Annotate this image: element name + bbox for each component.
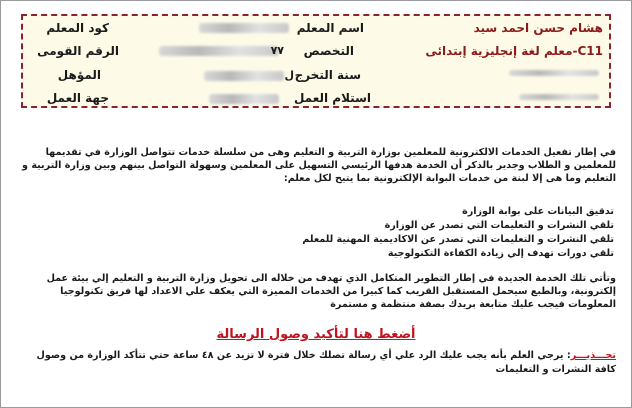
graduation-year-label: سنة التخرج <box>294 68 361 82</box>
national-id-partial: ٧٧ <box>270 44 284 57</box>
warning-label: تحـــذيـــر <box>570 350 616 361</box>
services-list <box>194 205 614 261</box>
national-id-label: الرقم القومى <box>37 44 119 58</box>
graduation-partial: ل <box>284 69 294 82</box>
teacher-code-label: كود المعلم <box>46 21 109 35</box>
qualification-label: المؤهل <box>57 68 101 82</box>
work-start-value-redacted <box>519 94 599 100</box>
teacher-name-redacted <box>199 23 289 33</box>
closing-paragraph: وتأتي تلك الخدمة الجديدة في إطار التطوير المتكامل الذي تهدف من خلاله الى تحويل وزارة التربية و التعليم إلي بيئة عمل إلكترونية، وبالطبع سيحمل المستقبل القريب كما كبيرا من الخدمات المميزة التي يعكف علي الاعداد لها فريق تكنولوجيا المعلومات فيجب عليك متابعة بريدك بصفة منتظمة و مستمرة <box>46 273 616 310</box>
workplace-redacted <box>209 94 279 104</box>
list-item: تدقيق البيانات على بوابة الوزارة <box>462 206 614 217</box>
graduation-year-value-redacted <box>509 70 599 76</box>
work-start-label: استلام العمل <box>293 91 371 105</box>
warning-text: : يرجي العلم بأنه يجب عليك الرد علي أي رسالة تصلك خلال فترة لا تزيد عن ٤٨ ساعة حتي تتأكد الوزارة من وصول كافة النشرات و التعليمات <box>36 350 616 375</box>
confirm-receipt-link[interactable]: أضغط هنا لتأكيد وصول الرسالة <box>216 327 416 342</box>
qualification-redacted <box>204 71 284 81</box>
list-item: تلقي النشرات و التعليمات التي تصدر عن الوزارة <box>384 220 614 231</box>
list-item: تلقي دورات تهدف إلي زيادة الكفاءة التكنولوجية <box>387 248 614 259</box>
teacher-info-card <box>21 14 611 108</box>
teacher-name-label: اسم المعلم <box>296 21 364 35</box>
workplace-label: جهة العمل <box>46 91 109 105</box>
specialization-label: التخصص <box>303 44 354 58</box>
list-item: تلقي النشرات و التعليمات التي تصدر عن الاكاديمية المهنية للمعلم <box>302 234 614 245</box>
intro-paragraph: في إطار تفعيل الخدمات الالكترونية للمعلمين بوزارة التربية و التعليم وهى من سلسلة خدمات تتواصل الوزارة في تقديمها للمعلمين و الطلاب وجدير بالذكر أن الخدمة هدفها الرئيسي التسهيل على المعلمين وسهولة التواصل بينهم وبين وزارة التربية و التعليم وما هى إلا لبنة من خدمات البوابة الإلكترونية بما يتيح لكل معلم: <box>22 147 616 184</box>
national-id-redacted <box>159 46 279 56</box>
teacher-name-value: هشام حسن احمد سيد <box>473 21 603 35</box>
warning-note <box>16 349 616 377</box>
specialization-value: C11-معلم لغة إنجليزية إبتدائى <box>425 44 603 58</box>
